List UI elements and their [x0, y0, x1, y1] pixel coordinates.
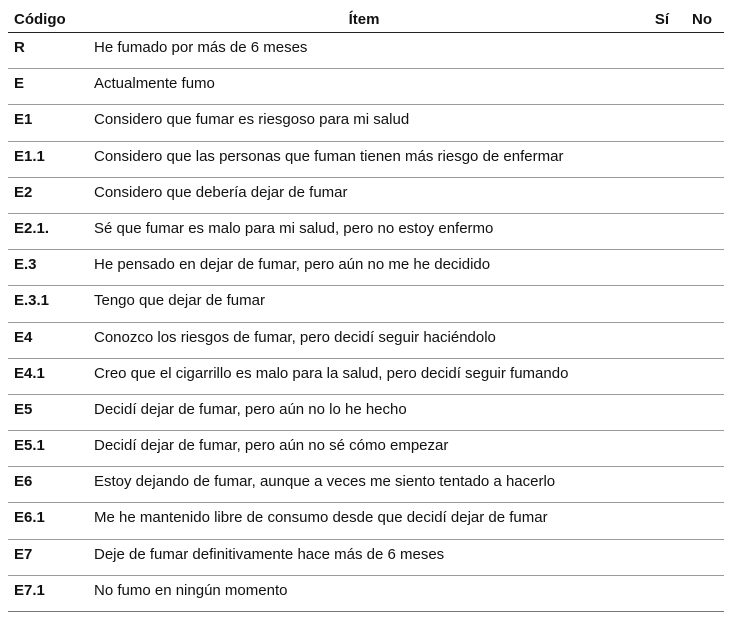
- row-item: He fumado por más de 6 meses: [94, 39, 308, 56]
- row-item-cell: [84, 503, 644, 539]
- row-item-cell: [84, 539, 644, 575]
- row-si-cell: [644, 213, 680, 249]
- row-si-cell: [644, 33, 680, 69]
- table-row: [8, 394, 724, 430]
- row-no-cell: [680, 467, 724, 503]
- row-code: E1.1: [14, 147, 45, 165]
- row-si-cell: [644, 394, 680, 430]
- header-no: No: [680, 6, 724, 33]
- table-row: [8, 177, 724, 213]
- row-code-cell: [8, 539, 84, 575]
- row-si-cell: [644, 575, 680, 611]
- table-row: [8, 503, 724, 539]
- row-si-cell: [644, 503, 680, 539]
- table-row: [8, 105, 724, 141]
- row-no-cell: [680, 358, 724, 394]
- row-code-cell: [8, 322, 84, 358]
- row-no-cell: [680, 177, 724, 213]
- table-row: [8, 69, 724, 105]
- row-no-cell: [680, 69, 724, 105]
- row-code: E5: [14, 400, 33, 418]
- row-item-cell: [84, 431, 644, 467]
- row-item: Considero que debería dejar de fumar: [94, 183, 348, 201]
- row-si-cell: [644, 250, 680, 286]
- row-code: E4: [14, 328, 33, 346]
- row-si-cell: [644, 539, 680, 575]
- row-item-cell: [84, 286, 644, 322]
- row-no-cell: [680, 250, 724, 286]
- row-si-cell: [644, 358, 680, 394]
- row-item: Me he mantenido libre de consumo desde que decidí dejar de fumar: [94, 509, 548, 527]
- row-code: E4.1: [14, 364, 45, 382]
- row-code: E2: [14, 183, 33, 201]
- row-code: E2.1.: [14, 219, 50, 237]
- header-code: Código: [8, 6, 84, 33]
- row-no-cell: [680, 503, 724, 539]
- row-si-cell: [644, 431, 680, 467]
- row-item-cell: [84, 33, 644, 69]
- row-si-cell: [644, 286, 680, 322]
- row-item: Creo que el cigarrillo es malo para la salud, pero decidí seguir fumando: [94, 364, 569, 382]
- row-no-cell: [680, 539, 724, 575]
- row-code-cell: [8, 467, 84, 503]
- row-no-cell: [680, 322, 724, 358]
- table-row: [8, 575, 724, 611]
- table-row: [8, 141, 724, 177]
- row-code-cell: [8, 69, 84, 105]
- row-no-cell: [680, 394, 724, 430]
- row-item: Actualmente fumo: [94, 75, 215, 93]
- row-item: He pensado en dejar de fumar, pero aún no me he decidido: [94, 256, 491, 274]
- row-item-cell: [84, 177, 644, 213]
- row-item: Deje de fumar definitivamente hace más de 6 meses: [94, 545, 445, 563]
- row-item-cell: [84, 105, 644, 141]
- row-code: E7.1: [14, 581, 45, 599]
- row-code: E6: [14, 473, 33, 491]
- table-header: [8, 6, 724, 33]
- row-si-cell: [644, 141, 680, 177]
- table-row: [8, 431, 724, 467]
- header-si: Sí: [644, 6, 680, 33]
- row-item-cell: [84, 467, 644, 503]
- table-row: [8, 286, 724, 322]
- row-item: Decidí dejar de fumar, pero aún no sé cómo empezar: [94, 437, 449, 455]
- row-si-cell: [644, 322, 680, 358]
- row-code: E: [14, 75, 25, 93]
- row-code-cell: [8, 575, 84, 611]
- row-item: Tengo que dejar de fumar: [94, 292, 265, 310]
- row-no-cell: [680, 141, 724, 177]
- table-row: [8, 33, 724, 69]
- row-item-cell: [84, 358, 644, 394]
- row-code-cell: [8, 141, 84, 177]
- row-item-cell: [84, 575, 644, 611]
- row-item: Estoy dejando de fumar, aunque a veces me siento tentado a hacerlo: [94, 473, 556, 491]
- table-row: [8, 322, 724, 358]
- row-item: Decidí dejar de fumar, pero aún no lo he hecho: [94, 400, 407, 418]
- table-body: [8, 33, 724, 612]
- row-no-cell: [680, 431, 724, 467]
- row-item-cell: [84, 394, 644, 430]
- row-code-cell: [8, 358, 84, 394]
- row-code-cell: [8, 33, 84, 69]
- row-item: Considero que fumar es riesgoso para mi salud: [94, 111, 410, 129]
- row-code-cell: [8, 503, 84, 539]
- table-row: [8, 539, 724, 575]
- row-no-cell: [680, 286, 724, 322]
- row-no-cell: [680, 33, 724, 69]
- row-item-cell: [84, 213, 644, 249]
- row-si-cell: [644, 69, 680, 105]
- row-code: E6.1: [14, 509, 45, 527]
- row-code-cell: [8, 431, 84, 467]
- row-item: Sé que fumar es malo para mi salud, pero no estoy enfermo: [94, 219, 494, 237]
- row-no-cell: [680, 575, 724, 611]
- row-item-cell: [84, 322, 644, 358]
- row-code-cell: [8, 286, 84, 322]
- table-row: [8, 467, 724, 503]
- questionnaire-table: [8, 6, 724, 612]
- header-item: Ítem: [84, 6, 644, 33]
- row-item-cell: [84, 141, 644, 177]
- table-row: [8, 213, 724, 249]
- row-code-cell: [8, 213, 84, 249]
- row-si-cell: [644, 105, 680, 141]
- row-code-cell: [8, 105, 84, 141]
- row-code: E.3.1: [14, 292, 50, 310]
- row-item: No fumo en ningún momento: [94, 581, 288, 599]
- row-code: E5.1: [14, 437, 45, 455]
- row-item: Conozco los riesgos de fumar, pero decidí seguir haciéndolo: [94, 328, 496, 346]
- table-row: [8, 250, 724, 286]
- row-item: Considero que las personas que fuman tienen más riesgo de enfermar: [94, 147, 564, 165]
- row-si-cell: [644, 467, 680, 503]
- table-row: [8, 358, 724, 394]
- row-code: E7: [14, 545, 33, 563]
- row-code: E.3: [14, 256, 37, 274]
- row-code: E1: [14, 111, 33, 129]
- row-no-cell: [680, 213, 724, 249]
- row-item-cell: [84, 69, 644, 105]
- row-code-cell: [8, 394, 84, 430]
- header-row: [8, 6, 724, 33]
- row-item-cell: [84, 250, 644, 286]
- row-si-cell: [644, 177, 680, 213]
- row-code-cell: [8, 250, 84, 286]
- row-code-cell: [8, 177, 84, 213]
- row-code: R: [14, 39, 25, 56]
- row-no-cell: [680, 105, 724, 141]
